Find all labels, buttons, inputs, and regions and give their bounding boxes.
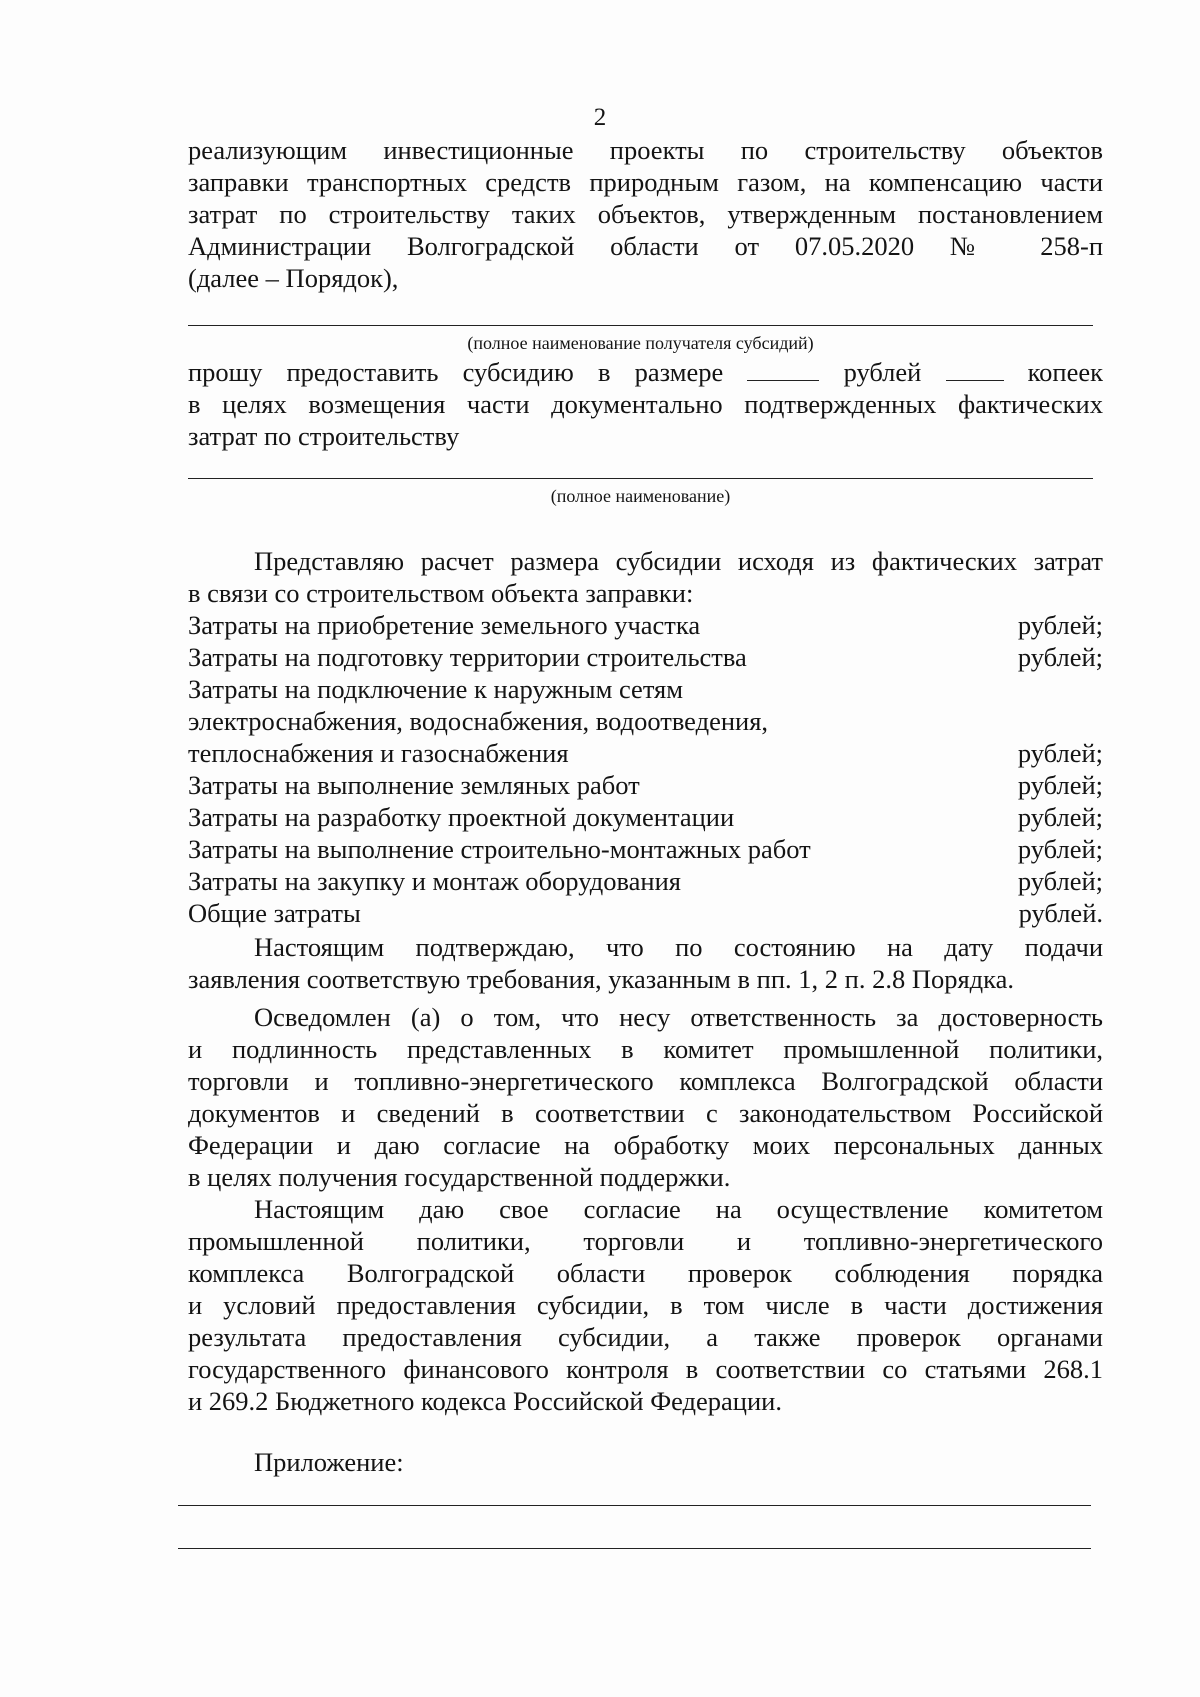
consent-line: Настоящим даю свое согласие на осуществление комитетом	[254, 1194, 1103, 1224]
cost-label: электроснабжения, водоснабжения, водоотведения,	[188, 706, 769, 736]
request-text: прошу предоставить субсидию в размере	[188, 357, 724, 387]
cost-label: теплоснабжения и газоснабжения	[188, 738, 569, 768]
cost-unit: рублей;	[1017, 610, 1103, 640]
cost-label: Общие затраты	[188, 898, 361, 928]
request-paragraph	[188, 356, 1103, 452]
consent-paragraph	[188, 1193, 1103, 1417]
cost-unit: рублей;	[1017, 738, 1103, 768]
calculation-intro	[188, 545, 1103, 609]
attachment-line-2	[178, 1548, 1091, 1549]
cost-item	[188, 641, 1103, 673]
attachment-line-1	[178, 1505, 1091, 1506]
cost-item	[188, 609, 1103, 641]
consent-line: государственного финансового контроля в соответствии со статьями 268.1	[188, 1354, 1103, 1384]
kopecks-label: копеек	[1027, 357, 1103, 387]
request-line-1	[188, 356, 1103, 388]
intro-line: Администрации Волгоградской области от 07.05.2020 № 258-п	[188, 231, 1103, 261]
cost-unit: рублей;	[1017, 770, 1103, 800]
responsibility-line: Осведомлен (а) о том, что несу ответственность за достоверность	[254, 1002, 1103, 1032]
attachment-label: Приложение:	[254, 1447, 404, 1477]
cost-item	[188, 833, 1103, 865]
cost-item	[188, 865, 1103, 897]
cost-item	[188, 801, 1103, 833]
attachment-section	[188, 1446, 1103, 1478]
cost-unit: рублей;	[1017, 642, 1103, 672]
cost-item	[188, 769, 1103, 801]
responsibility-paragraph	[188, 1001, 1103, 1193]
confirm-line: Настоящим подтверждаю, что по состоянию на дату подачи	[254, 932, 1103, 962]
responsibility-line: документов и сведений в соответствии с законодательством Российской	[188, 1098, 1103, 1128]
confirm-line: заявления соответствую требования, указанным в пп. 1, 2 п. 2.8 Порядка.	[188, 964, 1015, 994]
request-line: в целях возмещения части документально подтвержденных фактических	[188, 389, 1103, 419]
intro-line: затрат по строительству таких объектов, утвержденным постановлением	[188, 199, 1103, 229]
request-line: затрат по строительству	[188, 421, 460, 451]
recipient-caption: (полное наименование получателя субсидий)	[467, 333, 814, 353]
rubles-label: рублей	[843, 357, 922, 387]
cost-label: Затраты на закупку и монтаж оборудования	[188, 866, 681, 896]
intro-paragraph	[188, 134, 1103, 294]
intro-line: заправки транспортных средств природным газом, на компенсацию части	[188, 167, 1103, 197]
consent-line: комплекса Волгоградской области проверок соблюдения порядка	[188, 1258, 1103, 1288]
responsibility-line: в целях получения государственной поддержки.	[188, 1162, 731, 1192]
cost-label: Затраты на подготовку территории строительства	[188, 642, 747, 672]
cost-label: Затраты на выполнение земляных работ	[188, 770, 640, 800]
calc-line: Представляю расчет размера субсидии исходя из фактических затрат	[254, 546, 1103, 576]
intro-line: реализующим инвестиционные проекты по строительству объектов	[188, 135, 1103, 165]
cost-list	[188, 609, 1103, 929]
cost-label: Затраты на приобретение земельного участка	[188, 610, 701, 640]
object-caption: (полное наименование)	[550, 486, 731, 506]
cost-unit: рублей;	[1017, 802, 1103, 832]
cost-item	[188, 673, 1103, 705]
rubles-amount-blank	[747, 358, 819, 381]
intro-line: (далее – Порядок),	[188, 263, 399, 293]
cost-unit: рублей;	[1017, 866, 1103, 896]
cost-label: Затраты на подключение к наружным сетям	[188, 674, 684, 704]
consent-line: результата предоставления субсидии, а также проверок органами	[188, 1322, 1103, 1352]
calc-line: в связи со строительством объекта заправки:	[188, 578, 694, 608]
page-number: 2	[593, 104, 607, 131]
recipient-name-line	[188, 325, 1093, 326]
object-name-line	[188, 478, 1093, 479]
responsibility-line: Федерации и даю согласие на обработку моих персональных данных	[188, 1130, 1103, 1160]
responsibility-line: торговли и топливно-энергетического комплекса Волгоградской области	[188, 1066, 1103, 1096]
confirmation-paragraph	[188, 931, 1103, 995]
kopecks-amount-blank	[946, 358, 1004, 381]
consent-line: и 269.2 Бюджетного кодекса Российской Федерации.	[188, 1386, 782, 1416]
cost-label: Затраты на разработку проектной документации	[188, 802, 735, 832]
cost-unit: рублей.	[1018, 898, 1103, 928]
cost-unit: рублей;	[1017, 834, 1103, 864]
consent-line: промышленной политики, торговли и топливно-энергетического	[188, 1226, 1103, 1256]
cost-label: Затраты на выполнение строительно-монтажных работ	[188, 834, 811, 864]
consent-line: и условий предоставления субсидии, в том числе в части достижения	[188, 1290, 1103, 1320]
cost-item	[188, 737, 1103, 769]
cost-item-total	[188, 897, 1103, 929]
cost-item	[188, 705, 1103, 737]
responsibility-line: и подлинность представленных в комитет промышленной политики,	[188, 1034, 1103, 1064]
